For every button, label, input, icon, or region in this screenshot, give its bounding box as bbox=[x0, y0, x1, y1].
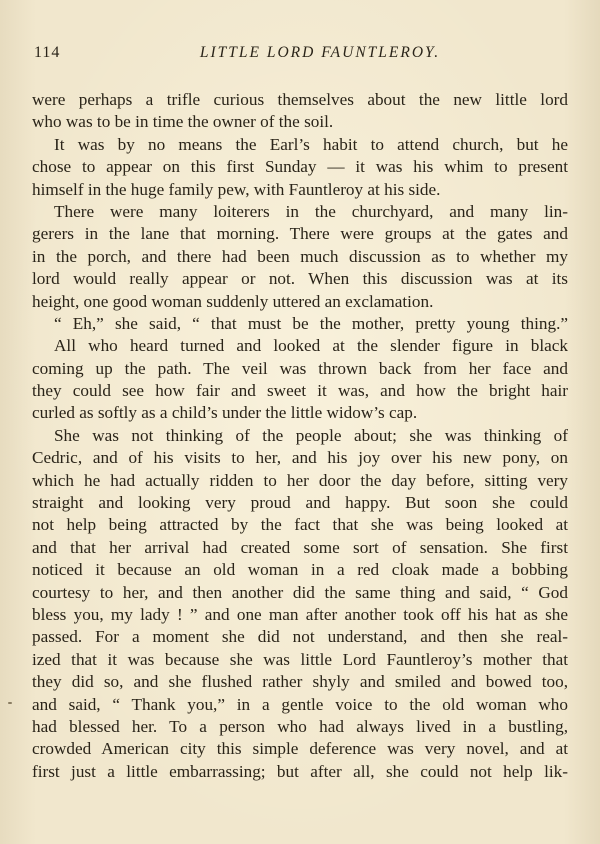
text-line: and said, “ Thank you,” in a gentle voice to the old woman who bbox=[32, 694, 568, 714]
text-line: chose to appear on this first Sunday — it was his whim to present bbox=[32, 157, 568, 177]
body-text bbox=[32, 89, 568, 783]
text-line: height, one good woman suddenly uttered an exclamation. bbox=[32, 291, 434, 311]
text-line: and that her arrival had created some sort of sensation. She first bbox=[32, 537, 568, 557]
text-line: had blessed her. To a person who had always lived in a bustling, bbox=[32, 716, 568, 736]
page-header bbox=[28, 44, 572, 68]
page-number: 114 bbox=[34, 44, 61, 61]
text-line: She was not thinking of the people about; she was thinking of bbox=[54, 425, 568, 445]
text-line: noticed it because an old woman in a red cloak made a bobbing bbox=[32, 560, 568, 580]
text-line: ized that it was because she was little Lord Fauntleroy’s mother that bbox=[32, 649, 568, 669]
text-line: “ Eh,” she said, “ that must be the mother, pretty young thing.” bbox=[54, 313, 568, 333]
text-line: they did so, and she flushed rather shyly and smiled and bowed too, bbox=[32, 672, 568, 692]
text-line: lord would really appear or not. When this discussion was at its bbox=[32, 269, 568, 289]
text-line: which he had actually ridden to her door the day before, sitting very bbox=[32, 470, 568, 490]
running-head: LITTLE LORD FAUNTLEROY. bbox=[199, 44, 441, 61]
text-line: first just a little embarrassing; but after all, she could not help lik- bbox=[32, 761, 568, 781]
text-line: courtesy to her, and then another did the same thing and said, “ God bbox=[32, 582, 568, 602]
text-line: were perhaps a trifle curious themselves about the new little lord bbox=[32, 90, 568, 109]
margin-mark bbox=[8, 702, 12, 704]
text-line: Cedric, and of his visits to her, and his joy over his new pony, on bbox=[32, 448, 568, 468]
text-line: straight and looking very proud and happy. But soon she could bbox=[32, 493, 568, 513]
text-line: All who heard turned and looked at the slender figure in black bbox=[54, 336, 568, 356]
text-line: who was to be in time the owner of the soil. bbox=[32, 112, 334, 132]
text-line: passed. For a moment she did not understand, and then she real- bbox=[32, 627, 568, 647]
text-line: There were many loiterers in the churchyard, and many lin- bbox=[54, 201, 568, 221]
text-line: himself in the huge family pew, with Fauntleroy at his side. bbox=[32, 179, 441, 199]
text-line: It was by no means the Earl’s habit to attend church, but he bbox=[54, 134, 568, 154]
text-line: curled as softly as a child’s under the little widow’s cap. bbox=[32, 403, 418, 423]
text-line: crowded American city this simple deference was very novel, and at bbox=[32, 739, 568, 759]
text-line: not help being attracted by the fact that she was being looked at bbox=[32, 515, 568, 535]
text-line: in the porch, and there had been much discussion as to whether my bbox=[32, 246, 568, 266]
text-line: bless you, my lady ! ” and one man after another took off his hat as she bbox=[32, 604, 568, 624]
text-line: coming up the path. The veil was thrown back from her face and bbox=[32, 358, 568, 378]
text-line: they could see how fair and sweet it was, and how the bright hair bbox=[32, 381, 568, 401]
text-line: gerers in the lane that morning. There were groups at the gates and bbox=[32, 224, 568, 244]
